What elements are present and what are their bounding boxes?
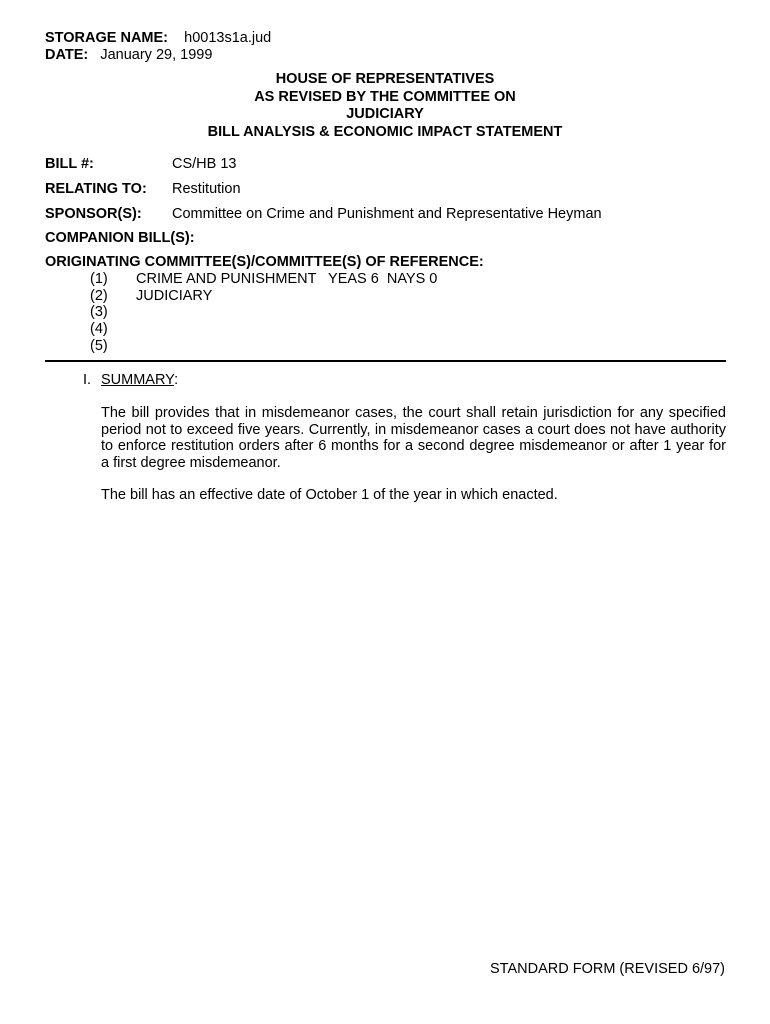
- companion-bills-label: COMPANION BILL(S): [45, 230, 190, 246]
- title-line-4: BILL ANALYSIS & ECONOMIC IMPACT STATEMENT: [207, 123, 563, 140]
- committee-num-1: (1): [90, 271, 108, 287]
- sponsor-value: Committee on Crime and Punishment and Representative Heyman: [172, 206, 602, 222]
- companion-bills-label-row: COMPANION BILL(S):: [45, 230, 195, 246]
- committee-num-3: (3): [90, 304, 108, 320]
- relating-to-label: RELATING TO: [45, 181, 142, 197]
- storage-name-value: h0013s1a.jud: [184, 30, 272, 46]
- date-value: January 29, 1999: [100, 47, 213, 63]
- committees-label-row: ORIGINATING COMMITTEE(S)/COMMITTEE(S) OF REFERENCE:: [45, 254, 484, 270]
- storage-name-label: STORAGE NAME: [45, 30, 164, 46]
- storage-name-line: [45, 30, 271, 47]
- bill-number-value: CS/HB 13: [172, 156, 237, 172]
- bill-number-label-row: BILL #:: [45, 156, 94, 172]
- section-divider: [45, 360, 726, 362]
- committee-num-2: (2): [90, 288, 108, 304]
- summary-paragraph-1: The bill provides that in misdemeanor cases, the court shall retain jurisdiction for any specified period not to exceed five years. Currently, in misdemeanor cases a court does not have authority to enforce restitution orders after 6 months for a second degree misdemeanor or after 1 year for a first degree misdemeanor.: [101, 405, 726, 471]
- document-title: [45, 71, 725, 141]
- committee-name-2: JUDICIARY: [136, 288, 213, 304]
- committees-label: ORIGINATING COMMITTEE(S)/COMMITTEE(S) OF REFERENCE: [45, 254, 479, 270]
- bill-number-label: BILL #: [45, 156, 90, 172]
- summary-heading-row: SUMMARY:: [101, 372, 179, 388]
- colon: :: [83, 47, 89, 63]
- sponsor-label-row: SPONSOR(S):: [45, 206, 142, 222]
- colon: :: [163, 30, 169, 46]
- committee-num-5: (5): [90, 338, 108, 354]
- relating-to-value: Restitution: [172, 181, 241, 197]
- committee-num-4: (4): [90, 321, 108, 337]
- title-line-2: AS REVISED BY THE COMMITTEE ON: [254, 88, 516, 105]
- sponsor-label: SPONSOR(S): [45, 206, 137, 222]
- committee-name-1: CRIME AND PUNISHMENT YEAS 6 NAYS 0: [136, 271, 438, 287]
- summary-paragraph-2: The bill has an effective date of October 1 of the year in which enacted.: [101, 487, 558, 503]
- summary-numeral: I.: [83, 372, 92, 388]
- summary-heading: SUMMARY: [101, 372, 175, 388]
- title-line-3: JUDICIARY: [346, 106, 424, 122]
- date-label: DATE: [45, 47, 84, 63]
- relating-to-label-row: RELATING TO:: [45, 181, 147, 197]
- title-line-1: HOUSE OF REPRESENTATIVES: [275, 71, 495, 87]
- date-line: [45, 47, 212, 64]
- standard-form-footer: STANDARD FORM (REVISED 6/97): [490, 961, 725, 977]
